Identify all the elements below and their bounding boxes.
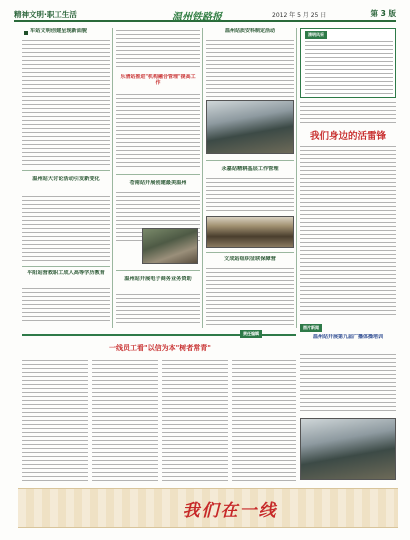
article-body [300, 146, 396, 316]
article-body [92, 360, 158, 482]
bottom-slogan: 我们在一线 [182, 501, 278, 521]
article-body [22, 360, 88, 482]
article-title: 温州站质安科制定活动 [224, 28, 275, 34]
article-body [206, 40, 294, 98]
section-rule [116, 174, 200, 175]
article-title: 车站文明创建呈现新面貌 [30, 28, 88, 34]
bullet-icon [24, 31, 28, 35]
article-body [116, 30, 200, 70]
column-rule [296, 28, 297, 328]
article-body [206, 178, 294, 214]
section-tag: 责任编辑 [240, 330, 262, 338]
article-body [300, 354, 396, 414]
masthead [14, 8, 396, 22]
section-rule [206, 252, 294, 253]
article-body [116, 294, 200, 326]
article-title: 苍南站开展创建最美温州 [129, 180, 187, 186]
news-photo [206, 100, 294, 154]
column-rule [112, 28, 113, 328]
section-rule [116, 270, 200, 271]
article-title: 乐清站推进"机构融合管理"提高工作 [120, 74, 196, 87]
article-title: 一线员工看"以信为本"树者常青" [109, 344, 211, 352]
issue-date: 2012 年 5 月 25 日 [272, 12, 327, 19]
article-body [22, 196, 110, 262]
article-body [22, 288, 110, 324]
article-body [162, 360, 228, 482]
article-title: 温州站开展电子商务业务资助 [124, 276, 192, 282]
article-body [116, 94, 200, 170]
article-title: 温州站大讨论活动引发新变化 [32, 176, 100, 182]
article-title: 文成站组织征联保障营 [224, 256, 276, 262]
page-number: 第 3 版 [370, 9, 396, 18]
article-body [305, 41, 393, 95]
column-rule [202, 28, 203, 328]
article-body [206, 268, 294, 326]
news-photo [300, 418, 396, 480]
news-photo [142, 228, 198, 264]
section-rule [206, 160, 294, 161]
article-title: 平阳站营救职工成人高等学历教育 [27, 270, 105, 276]
section-tag: 清明风采 [305, 31, 327, 39]
section-tag: 图片新闻 [300, 324, 322, 332]
feature-title: 我们身边的活雷锋 [309, 131, 386, 142]
article-body [300, 102, 396, 124]
section-name: 精神文明·职工生活 [14, 10, 77, 19]
section-rule [22, 266, 110, 267]
article-title: 温州站开展第九届广播体操培训 [312, 334, 383, 340]
article-body [232, 360, 296, 482]
news-photo [206, 216, 294, 248]
section-rule [22, 170, 110, 171]
sidebar-box [300, 28, 396, 98]
article-body [22, 40, 110, 166]
paper-logo: 温州铁路报 [172, 12, 222, 23]
article-title: 永嘉站精耕基层工作管理 [221, 166, 279, 172]
